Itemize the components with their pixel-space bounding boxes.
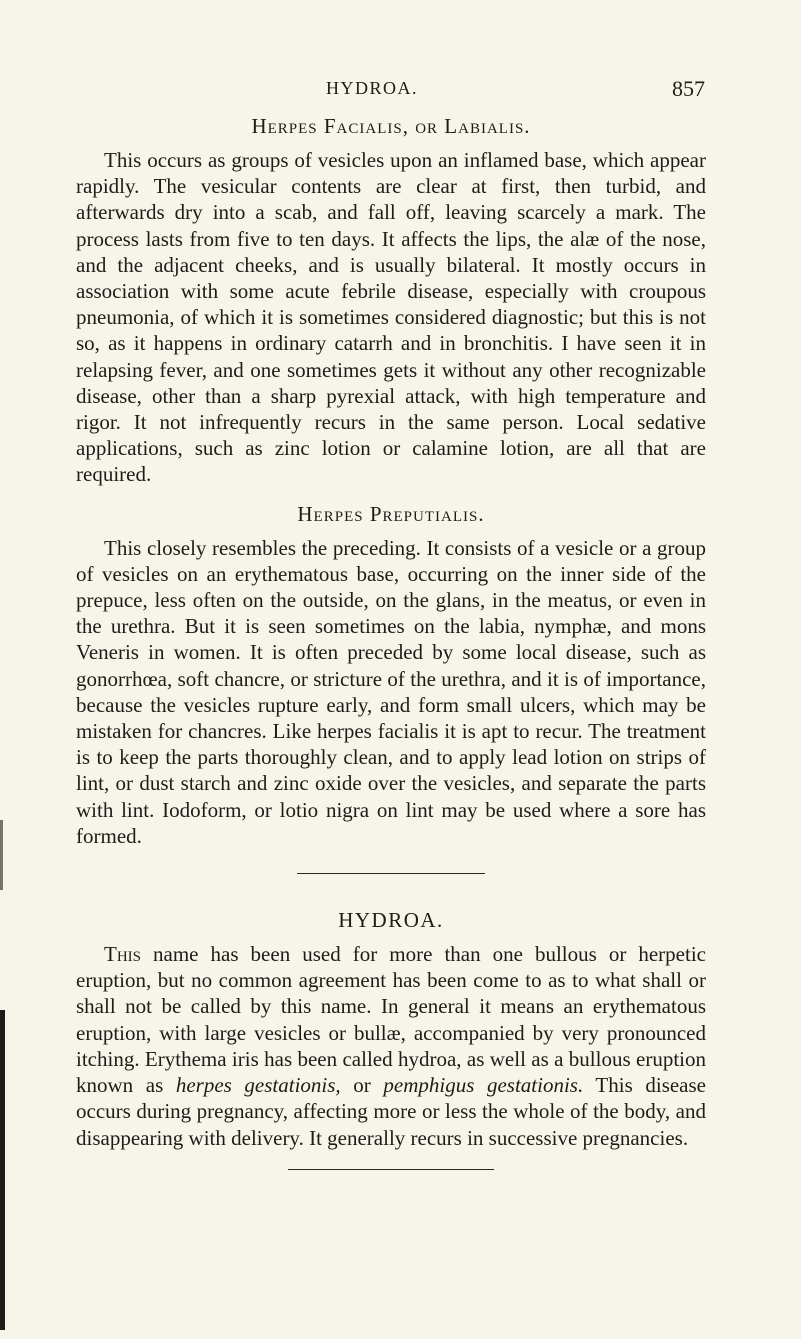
paragraph-hydroa (76, 941, 706, 1151)
heading-herpes-preputialis: Herpes Preputialis. (297, 501, 485, 526)
term-herpes-gestationis: herpes gestationis, (175, 1073, 341, 1098)
paragraph-text-2: or (340, 1073, 384, 1098)
paragraph-herpes-preputialis: This closely resembles the preceding. It consists of a vesicle or a group of vesicles on an erythematous base, occurring on the inner side of the prepuce, less often on the outside, on the glans, in the meatus, or even in the urethra. But it is seen sometimes on the labia, nymphæ, and mons Veneris in women. It is often preceded by some local disease, such as gonorrhœa, soft chancre, or stricture of the urethra, and it is of importance, because the vesicles rupture early, and form small ulcers, which may be mistaken for chancres. Like herpes facialis it is apt to recur. The treatment is to keep the parts thoroughly clean, and to apply lead lotion on strips of lint, or dust starch and zinc oxide over the vesicles, and separate the parts with lint. Iodoform, or lotio nigra on lint may be used where a sore has formed. (76, 535, 706, 848)
section-divider-top (297, 873, 485, 874)
page-edge-shadow (0, 1010, 5, 1330)
paragraph-first-word: This (104, 942, 141, 967)
text-block (76, 110, 706, 1170)
paragraph-text-1: name has been used for more than one bullous or herpetic eruption, but no common agreement has been come to as to what shall or shall not be called by this name. In general it means an erythematous eruption, with large vesicles or bullæ, accompanied by very pronounced itching. Erythema iris has been called hydroa, as well as a bullous eruption known as (76, 942, 706, 1098)
paragraph-herpes-facialis: This occurs as groups of vesicles upon an inflamed base, which appear rapidly. The vesicular contents are clear at first, then turbid, and afterwards dry into a scab, and fall off, leaving scarcely a mark. The process lasts from five to ten days. It affects the lips, the alæ of the nose, and the adjacent cheeks, and is usually bilateral. It mostly occurs in association with some acute febrile disease, especially with croupous pneumonia, of which it is sometimes considered diagnostic; but this is not so, as it happens in ordinary catarrh and in bronchitis. I have seen it in relapsing fever, and one sometimes gets it without any other recognizable disease, other than a sharp pyrexial attack, with high temperature and rigor. It not infrequently recurs in the same person. Local sedative applications, such as zinc lotion or calamine lotion, are all that are required. (76, 148, 706, 487)
paragraph-text-3: This disease occurs during pregnancy, affecting more or less the whole of the body, and disappearing with delivery. It generally recurs in successive pregnancies. (76, 1073, 706, 1150)
page-edge-mark (0, 820, 3, 890)
heading-hydroa: HYDROA. (338, 908, 444, 933)
page-number: 857 (672, 76, 705, 101)
running-title: HYDROA. (326, 78, 419, 98)
section-divider-bottom (288, 1169, 494, 1170)
running-head (0, 78, 801, 104)
term-pemphigus-gestationis: pemphigus gestationis. (383, 1073, 584, 1098)
heading-herpes-facialis: Herpes Facialis, or Labialis. (251, 114, 531, 138)
